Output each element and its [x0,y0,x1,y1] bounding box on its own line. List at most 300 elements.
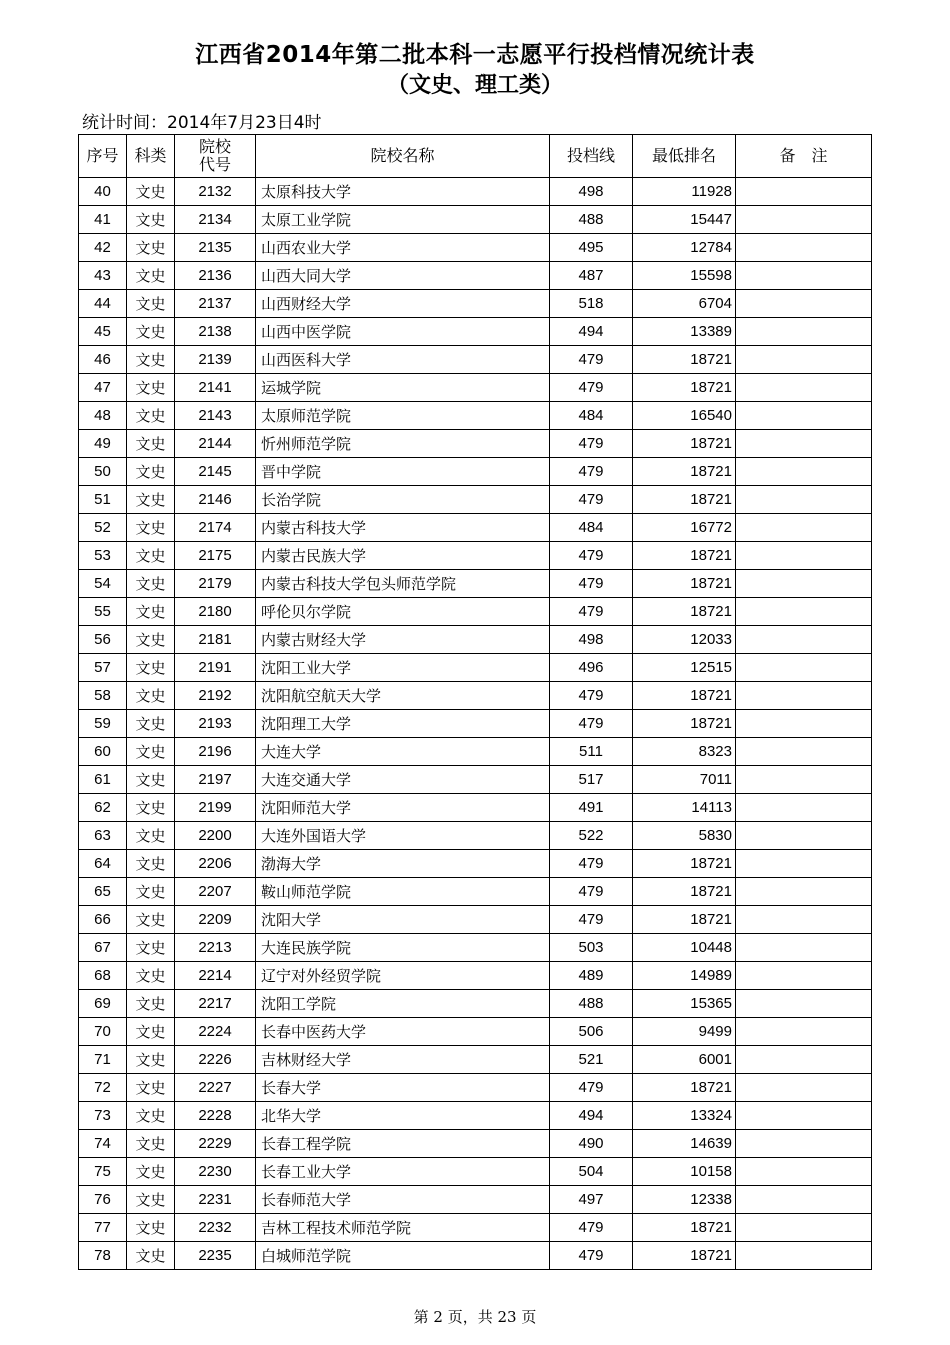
header-code-line2: 代号 [198,155,231,174]
table-row [79,1158,872,1186]
cell-seq: 60 [79,738,127,766]
cell-line: 479 [550,598,633,626]
cell-name: 吉林财经大学 [256,1046,550,1074]
cell-category: 文史 [127,906,175,934]
cell-code: 2227 [175,1074,256,1102]
table-row [79,682,872,710]
cell-seq: 43 [79,262,127,290]
cell-seq: 76 [79,1186,127,1214]
table-body [79,178,872,1270]
cell-name: 山西中医学院 [256,318,550,346]
cell-seq: 44 [79,290,127,318]
table-row [79,570,872,598]
cell-rank: 16540 [633,402,736,430]
cell-line: 503 [550,934,633,962]
cell-seq: 50 [79,458,127,486]
cell-code: 2231 [175,1186,256,1214]
cell-category: 文史 [127,598,175,626]
cell-line: 521 [550,1046,633,1074]
table-row [79,794,872,822]
cell-rank: 12033 [633,626,736,654]
cell-rank: 16772 [633,514,736,542]
cell-seq: 73 [79,1102,127,1130]
cell-category: 文史 [127,318,175,346]
cell-category: 文史 [127,234,175,262]
cell-category: 文史 [127,1074,175,1102]
cell-line: 498 [550,626,633,654]
cell-code: 2228 [175,1102,256,1130]
cell-category: 文史 [127,738,175,766]
cell-category: 文史 [127,990,175,1018]
cell-code: 2193 [175,710,256,738]
cell-code: 2229 [175,1130,256,1158]
cell-code: 2199 [175,794,256,822]
table-row [79,822,872,850]
cell-rank: 14639 [633,1130,736,1158]
cell-code: 2139 [175,346,256,374]
cell-rank: 13389 [633,318,736,346]
cell-remark [736,598,872,626]
cell-name: 沈阳工业大学 [256,654,550,682]
cell-category: 文史 [127,206,175,234]
table-row [79,1102,872,1130]
cell-name: 沈阳师范大学 [256,794,550,822]
cell-line: 479 [550,570,633,598]
header-code [175,135,256,178]
cell-rank: 18721 [633,682,736,710]
header-line: 投档线 [550,135,633,178]
cell-line: 488 [550,206,633,234]
cell-seq: 56 [79,626,127,654]
cell-name: 内蒙古科技大学包头师范学院 [256,570,550,598]
cell-category: 文史 [127,1214,175,1242]
cell-line: 479 [550,458,633,486]
cell-remark [736,1018,872,1046]
cell-category: 文史 [127,934,175,962]
cell-category: 文史 [127,430,175,458]
cell-remark [736,1074,872,1102]
cell-seq: 51 [79,486,127,514]
cell-seq: 64 [79,850,127,878]
cell-name: 大连民族学院 [256,934,550,962]
table-row [79,430,872,458]
cell-seq: 72 [79,1074,127,1102]
cell-remark [736,822,872,850]
cell-code: 2135 [175,234,256,262]
cell-name: 渤海大学 [256,850,550,878]
cell-remark [736,458,872,486]
cell-rank: 15598 [633,262,736,290]
cell-code: 2143 [175,402,256,430]
cell-remark [736,402,872,430]
cell-remark [736,1102,872,1130]
cell-name: 沈阳航空航天大学 [256,682,550,710]
table-row [79,262,872,290]
cell-line: 479 [550,1242,633,1270]
table-row [79,766,872,794]
cell-seq: 69 [79,990,127,1018]
cell-line: 506 [550,1018,633,1046]
table-row [79,878,872,906]
cell-rank: 7011 [633,766,736,794]
cell-category: 文史 [127,346,175,374]
cell-name: 内蒙古民族大学 [256,542,550,570]
cell-remark [736,1242,872,1270]
table-row [79,458,872,486]
cell-name: 山西农业大学 [256,234,550,262]
cell-name: 忻州师范学院 [256,430,550,458]
cell-name: 晋中学院 [256,458,550,486]
table-row [79,850,872,878]
cell-seq: 46 [79,346,127,374]
cell-code: 2141 [175,374,256,402]
cell-name: 鞍山师范学院 [256,878,550,906]
cell-seq: 42 [79,234,127,262]
cell-name: 大连外国语大学 [256,822,550,850]
admission-table [78,134,872,1270]
cell-remark [736,318,872,346]
cell-seq: 78 [79,1242,127,1270]
cell-category: 文史 [127,178,175,206]
cell-name: 北华大学 [256,1102,550,1130]
cell-category: 文史 [127,402,175,430]
cell-remark [736,346,872,374]
cell-line: 479 [550,430,633,458]
cell-code: 2224 [175,1018,256,1046]
cell-code: 2226 [175,1046,256,1074]
cell-remark [736,262,872,290]
cell-seq: 71 [79,1046,127,1074]
cell-rank: 9499 [633,1018,736,1046]
cell-line: 479 [550,374,633,402]
cell-name: 山西财经大学 [256,290,550,318]
cell-line: 479 [550,1074,633,1102]
cell-category: 文史 [127,374,175,402]
cell-code: 2180 [175,598,256,626]
cell-rank: 18721 [633,1214,736,1242]
cell-seq: 49 [79,430,127,458]
cell-name: 大连大学 [256,738,550,766]
cell-code: 2207 [175,878,256,906]
cell-category: 文史 [127,766,175,794]
cell-seq: 58 [79,682,127,710]
cell-name: 太原科技大学 [256,178,550,206]
cell-rank: 6704 [633,290,736,318]
page-title: 江西省2014年第二批本科一志愿平行投档情况统计表 [195,42,755,68]
cell-name: 沈阳大学 [256,906,550,934]
cell-rank: 14113 [633,794,736,822]
cell-remark [736,654,872,682]
cell-line: 504 [550,1158,633,1186]
table-row [79,374,872,402]
cell-name: 山西大同大学 [256,262,550,290]
cell-name: 大连交通大学 [256,766,550,794]
cell-category: 文史 [127,290,175,318]
cell-seq: 52 [79,514,127,542]
cell-seq: 61 [79,766,127,794]
cell-seq: 59 [79,710,127,738]
cell-remark [736,1186,872,1214]
cell-seq: 53 [79,542,127,570]
cell-code: 2213 [175,934,256,962]
cell-rank: 13324 [633,1102,736,1130]
cell-code: 2235 [175,1242,256,1270]
cell-category: 文史 [127,850,175,878]
table-row [79,206,872,234]
cell-code: 2192 [175,682,256,710]
cell-line: 489 [550,962,633,990]
table-row [79,626,872,654]
cell-code: 2200 [175,822,256,850]
cell-rank: 18721 [633,598,736,626]
cell-name: 沈阳工学院 [256,990,550,1018]
cell-code: 2144 [175,430,256,458]
cell-category: 文史 [127,878,175,906]
cell-name: 内蒙古科技大学 [256,514,550,542]
cell-remark [736,1046,872,1074]
cell-remark [736,178,872,206]
cell-category: 文史 [127,570,175,598]
cell-line: 517 [550,766,633,794]
cell-rank: 15447 [633,206,736,234]
cell-name: 长春工程学院 [256,1130,550,1158]
cell-line: 498 [550,178,633,206]
cell-seq: 57 [79,654,127,682]
cell-seq: 40 [79,178,127,206]
cell-name: 内蒙古财经大学 [256,626,550,654]
cell-code: 2146 [175,486,256,514]
cell-rank: 18721 [633,486,736,514]
cell-line: 479 [550,682,633,710]
cell-remark [736,1158,872,1186]
cell-code: 2132 [175,178,256,206]
table-row [79,906,872,934]
cell-remark [736,962,872,990]
cell-category: 文史 [127,962,175,990]
cell-seq: 77 [79,1214,127,1242]
cell-remark [736,206,872,234]
table-row [79,346,872,374]
cell-seq: 74 [79,1130,127,1158]
cell-rank: 18721 [633,710,736,738]
cell-remark [736,738,872,766]
cell-rank: 15365 [633,990,736,1018]
cell-seq: 66 [79,906,127,934]
cell-category: 文史 [127,1046,175,1074]
cell-rank: 10158 [633,1158,736,1186]
stat-time: 统计时间：2014年7月23日4时 [82,113,322,133]
cell-seq: 55 [79,598,127,626]
cell-code: 2196 [175,738,256,766]
cell-seq: 67 [79,934,127,962]
cell-code: 2214 [175,962,256,990]
cell-seq: 68 [79,962,127,990]
cell-category: 文史 [127,486,175,514]
header-seq: 序号 [79,135,127,178]
cell-remark [736,1130,872,1158]
cell-name: 白城师范学院 [256,1242,550,1270]
cell-name: 太原工业学院 [256,206,550,234]
cell-code: 2134 [175,206,256,234]
cell-line: 490 [550,1130,633,1158]
cell-code: 2181 [175,626,256,654]
cell-name: 吉林工程技术师范学院 [256,1214,550,1242]
table-row [79,1242,872,1270]
table-row [79,402,872,430]
cell-name: 沈阳理工大学 [256,710,550,738]
cell-rank: 18721 [633,346,736,374]
cell-remark [736,1214,872,1242]
cell-rank: 18721 [633,906,736,934]
cell-line: 494 [550,1102,633,1130]
table-row [79,934,872,962]
cell-line: 479 [550,906,633,934]
cell-remark [736,486,872,514]
cell-seq: 47 [79,374,127,402]
cell-line: 488 [550,990,633,1018]
cell-remark [736,794,872,822]
cell-category: 文史 [127,1018,175,1046]
cell-line: 479 [550,850,633,878]
cell-code: 2230 [175,1158,256,1186]
cell-name: 长春大学 [256,1074,550,1102]
cell-remark [736,374,872,402]
cell-code: 2145 [175,458,256,486]
cell-remark [736,234,872,262]
cell-category: 文史 [127,626,175,654]
cell-line: 479 [550,542,633,570]
cell-name: 运城学院 [256,374,550,402]
cell-remark [736,570,872,598]
table-row [79,234,872,262]
table-row [79,654,872,682]
cell-rank: 5830 [633,822,736,850]
cell-line: 511 [550,738,633,766]
cell-remark [736,290,872,318]
cell-line: 495 [550,234,633,262]
cell-line: 491 [550,794,633,822]
table-row [79,598,872,626]
cell-remark [736,626,872,654]
cell-rank: 18721 [633,374,736,402]
cell-rank: 18721 [633,430,736,458]
cell-code: 2206 [175,850,256,878]
table-row [79,1046,872,1074]
cell-seq: 54 [79,570,127,598]
table-row [79,710,872,738]
table-row [79,1214,872,1242]
table-row [79,1130,872,1158]
cell-code: 2174 [175,514,256,542]
table-row [79,1186,872,1214]
cell-line: 497 [550,1186,633,1214]
cell-category: 文史 [127,542,175,570]
table-row [79,178,872,206]
cell-name: 长治学院 [256,486,550,514]
cell-remark [736,682,872,710]
cell-rank: 18721 [633,878,736,906]
cell-remark [736,514,872,542]
cell-code: 2191 [175,654,256,682]
cell-code: 2136 [175,262,256,290]
cell-code: 2137 [175,290,256,318]
table-row [79,1074,872,1102]
cell-rank: 18721 [633,1242,736,1270]
cell-rank: 10448 [633,934,736,962]
cell-code: 2175 [175,542,256,570]
table-row [79,542,872,570]
cell-category: 文史 [127,822,175,850]
cell-rank: 18721 [633,850,736,878]
cell-seq: 62 [79,794,127,822]
cell-line: 484 [550,402,633,430]
header-rank: 最低排名 [633,135,736,178]
table-row [79,962,872,990]
cell-remark [736,934,872,962]
table-header-row [79,135,872,178]
cell-remark [736,542,872,570]
cell-rank: 12515 [633,654,736,682]
table-row [79,738,872,766]
cell-category: 文史 [127,1130,175,1158]
header-code-line1: 院校 [198,137,231,156]
cell-line: 479 [550,710,633,738]
cell-rank: 18721 [633,1074,736,1102]
header-category: 科类 [127,135,175,178]
cell-category: 文史 [127,514,175,542]
table-row [79,514,872,542]
header-remark: 备 注 [736,135,872,178]
cell-remark [736,906,872,934]
table-row [79,990,872,1018]
cell-code: 2138 [175,318,256,346]
cell-category: 文史 [127,1186,175,1214]
cell-category: 文史 [127,794,175,822]
cell-rank: 14989 [633,962,736,990]
cell-name: 长春工业大学 [256,1158,550,1186]
cell-name: 太原师范学院 [256,402,550,430]
cell-category: 文史 [127,1242,175,1270]
cell-seq: 65 [79,878,127,906]
cell-rank: 6001 [633,1046,736,1074]
cell-rank: 18721 [633,542,736,570]
cell-seq: 75 [79,1158,127,1186]
cell-code: 2209 [175,906,256,934]
cell-line: 479 [550,486,633,514]
cell-rank: 18721 [633,570,736,598]
cell-remark [736,766,872,794]
cell-category: 文史 [127,1102,175,1130]
cell-category: 文史 [127,682,175,710]
cell-category: 文史 [127,654,175,682]
cell-line: 494 [550,318,633,346]
cell-code: 2217 [175,990,256,1018]
cell-name: 呼伦贝尔学院 [256,598,550,626]
cell-seq: 70 [79,1018,127,1046]
cell-seq: 41 [79,206,127,234]
cell-line: 487 [550,262,633,290]
cell-rank: 12784 [633,234,736,262]
cell-category: 文史 [127,710,175,738]
cell-line: 522 [550,822,633,850]
cell-code: 2232 [175,1214,256,1242]
cell-seq: 45 [79,318,127,346]
cell-line: 518 [550,290,633,318]
cell-remark [736,990,872,1018]
cell-rank: 8323 [633,738,736,766]
cell-code: 2197 [175,766,256,794]
cell-name: 山西医科大学 [256,346,550,374]
